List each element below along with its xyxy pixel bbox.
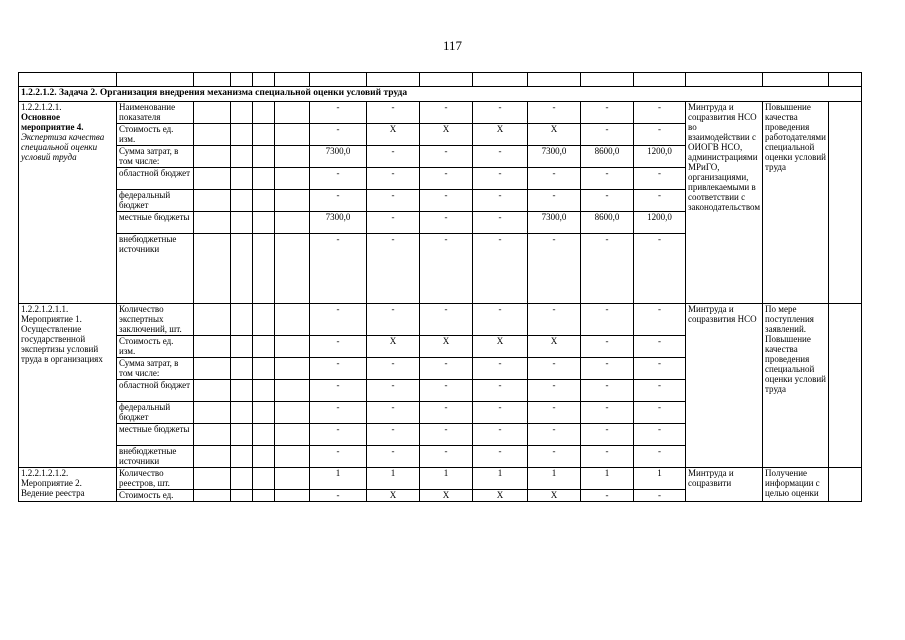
table-cell: - <box>581 168 634 190</box>
table-cell: - <box>634 102 686 124</box>
table-row <box>19 304 862 336</box>
table-cell: 8600,0 <box>581 146 634 168</box>
table-cell: - <box>473 146 528 168</box>
result-cell: Повышение качества проведения работодателями специальной оценки условий труда <box>763 102 829 304</box>
block-title-cell <box>19 102 117 304</box>
table-cell: - <box>420 358 473 380</box>
table-cell: - <box>310 190 367 212</box>
table-cell: - <box>310 102 367 124</box>
header-row <box>19 73 862 87</box>
table-cell: 7300,0 <box>528 212 581 234</box>
table-cell: - <box>420 102 473 124</box>
table-cell: - <box>367 358 420 380</box>
program-table <box>18 72 862 502</box>
block-title: Мероприятие 2. Ведение реестра <box>21 478 85 498</box>
table-cell: - <box>473 168 528 190</box>
table-cell: 1200,0 <box>634 146 686 168</box>
table-cell: - <box>634 190 686 212</box>
table-cell: 7300,0 <box>310 212 367 234</box>
row-label: Стоимость ед. изм. <box>117 124 194 146</box>
executor-cell: Минтруда и соцразвития НСО во взаимодействии с ОИОГВ НСО, администрациями МРиГО, организациями, привлекаемыми в соответствии с законодательством <box>686 102 763 304</box>
table-cell: - <box>310 446 367 468</box>
table-cell: - <box>634 490 686 502</box>
table-cell: 1 <box>473 468 528 490</box>
table-cell: - <box>634 358 686 380</box>
table-cell: - <box>634 304 686 336</box>
block-title: Мероприятие 1. Осуществление государственной экспертизы условий труда в организациях <box>21 314 103 364</box>
table-cell: - <box>310 402 367 424</box>
table-cell: - <box>420 380 473 402</box>
table-cell: - <box>634 124 686 146</box>
table-cell: - <box>634 424 686 446</box>
table-cell: - <box>367 446 420 468</box>
table-cell: X <box>367 490 420 502</box>
row-label: внебюджетные источники <box>117 234 194 304</box>
table-cell: - <box>634 446 686 468</box>
table-cell: - <box>581 304 634 336</box>
table-cell: X <box>367 124 420 146</box>
table-cell: X <box>528 336 581 358</box>
table-cell: X <box>528 124 581 146</box>
table-cell: - <box>310 234 367 304</box>
block-title-cell <box>19 304 117 468</box>
table-cell: 7300,0 <box>528 146 581 168</box>
table-cell: - <box>420 234 473 304</box>
table-cell: 8600,0 <box>581 212 634 234</box>
table-cell: 1 <box>581 468 634 490</box>
row-label: областной бюджет <box>117 168 194 190</box>
table-cell: 1 <box>367 468 420 490</box>
table-cell: - <box>420 424 473 446</box>
table-cell: - <box>367 168 420 190</box>
table-cell: - <box>581 380 634 402</box>
table-cell: X <box>473 336 528 358</box>
row-label: федеральный бюджет <box>117 190 194 212</box>
table-cell: - <box>420 146 473 168</box>
table-cell: - <box>367 212 420 234</box>
table-cell: 1200,0 <box>634 212 686 234</box>
block-code: 1.2.2.1.2.1.1. <box>21 304 69 314</box>
table-cell: - <box>581 358 634 380</box>
row-label: местные бюджеты <box>117 424 194 446</box>
table-cell: - <box>473 102 528 124</box>
row-label: федеральный бюджет <box>117 402 194 424</box>
block-code: 1.2.2.1.2.1. <box>21 102 62 112</box>
row-label: Количество реестров, шт. <box>117 468 194 490</box>
table-cell: - <box>473 446 528 468</box>
table-cell: - <box>420 304 473 336</box>
table-cell: - <box>528 446 581 468</box>
executor-cell: Минтруда и соцразвити <box>686 468 763 502</box>
block-code: 1.2.2.1.2.1.2. <box>21 468 69 478</box>
table-cell: - <box>367 402 420 424</box>
table-cell: 1 <box>420 468 473 490</box>
block-title-cell <box>19 468 117 502</box>
table-cell: - <box>367 146 420 168</box>
table-cell: - <box>367 190 420 212</box>
table-cell: - <box>420 212 473 234</box>
table-cell: X <box>367 336 420 358</box>
table-cell: - <box>581 102 634 124</box>
table-cell: - <box>528 380 581 402</box>
table-cell: - <box>473 358 528 380</box>
table-cell: - <box>420 402 473 424</box>
table-cell: 1 <box>310 468 367 490</box>
table-cell: - <box>634 380 686 402</box>
table-cell: - <box>581 234 634 304</box>
table-cell: - <box>310 424 367 446</box>
table-cell: - <box>473 234 528 304</box>
table-row <box>19 468 862 490</box>
table-cell: - <box>473 212 528 234</box>
table-cell: - <box>528 168 581 190</box>
table-cell: - <box>420 190 473 212</box>
table-cell: - <box>581 402 634 424</box>
table-cell: - <box>367 304 420 336</box>
table-cell: - <box>473 304 528 336</box>
table-cell: 7300,0 <box>310 146 367 168</box>
row-label: Стоимость ед. <box>117 490 194 502</box>
table-cell: - <box>634 168 686 190</box>
table-cell: - <box>581 446 634 468</box>
row-label: Сумма затрат, в том числе: <box>117 146 194 168</box>
result-cell: Получение информации с целью оценки <box>763 468 829 502</box>
table-cell: - <box>528 234 581 304</box>
table-cell: X <box>420 124 473 146</box>
table-cell: - <box>581 490 634 502</box>
table-cell: - <box>367 234 420 304</box>
table-cell: 1 <box>634 468 686 490</box>
table-cell: - <box>634 336 686 358</box>
table-cell: - <box>528 304 581 336</box>
table-cell: - <box>473 380 528 402</box>
table-cell: X <box>473 490 528 502</box>
result-cell: По мере поступления заявлений. Повышение качества проведения специальной оценки условий труда <box>763 304 829 468</box>
table-cell: - <box>473 424 528 446</box>
table-cell: - <box>581 336 634 358</box>
table-cell: - <box>528 102 581 124</box>
table-cell: X <box>420 336 473 358</box>
row-label: Стоимость ед. изм. <box>117 336 194 358</box>
table-cell: - <box>310 490 367 502</box>
row-label: Сумма затрат, в том числе: <box>117 358 194 380</box>
table-cell: - <box>634 402 686 424</box>
table-cell: - <box>528 424 581 446</box>
table-cell: - <box>581 424 634 446</box>
row-label: областной бюджет <box>117 380 194 402</box>
table-cell: - <box>310 336 367 358</box>
table-row <box>19 102 862 124</box>
table-cell: X <box>528 490 581 502</box>
table-cell: - <box>420 446 473 468</box>
table-cell: - <box>634 234 686 304</box>
table-cell: - <box>310 380 367 402</box>
section-title: 1.2.2.1.2. Задача 2. Организация внедрения механизма специальной оценки условий труда <box>19 87 862 102</box>
table-cell: - <box>473 402 528 424</box>
table-cell: 1 <box>528 468 581 490</box>
table-cell: - <box>528 402 581 424</box>
table-cell: - <box>528 358 581 380</box>
page-number: 117 <box>442 38 463 53</box>
row-label: Количество экспертных заключений, шт. <box>117 304 194 336</box>
table-cell: X <box>473 124 528 146</box>
table-cell: - <box>310 124 367 146</box>
executor-cell: Минтруда и соцразвития НСО <box>686 304 763 468</box>
section-row <box>19 87 862 102</box>
table-cell: - <box>420 168 473 190</box>
table-cell: - <box>367 380 420 402</box>
row-label: внебюджетные источники <box>117 446 194 468</box>
table-cell: - <box>310 168 367 190</box>
table-cell: - <box>581 190 634 212</box>
table-cell: - <box>581 124 634 146</box>
table-cell: X <box>420 490 473 502</box>
table-cell: - <box>310 304 367 336</box>
row-label: местные бюджеты <box>117 212 194 234</box>
table-cell: - <box>367 424 420 446</box>
table-cell: - <box>528 190 581 212</box>
table-cell: - <box>310 358 367 380</box>
row-label: Наименование показателя <box>117 102 194 124</box>
table-cell: - <box>367 102 420 124</box>
block-title: Экспертиза качества специальной оценки условий труда <box>21 132 105 162</box>
table-cell: - <box>473 190 528 212</box>
block-title-bold: Основное мероприятие 4. <box>21 112 84 132</box>
